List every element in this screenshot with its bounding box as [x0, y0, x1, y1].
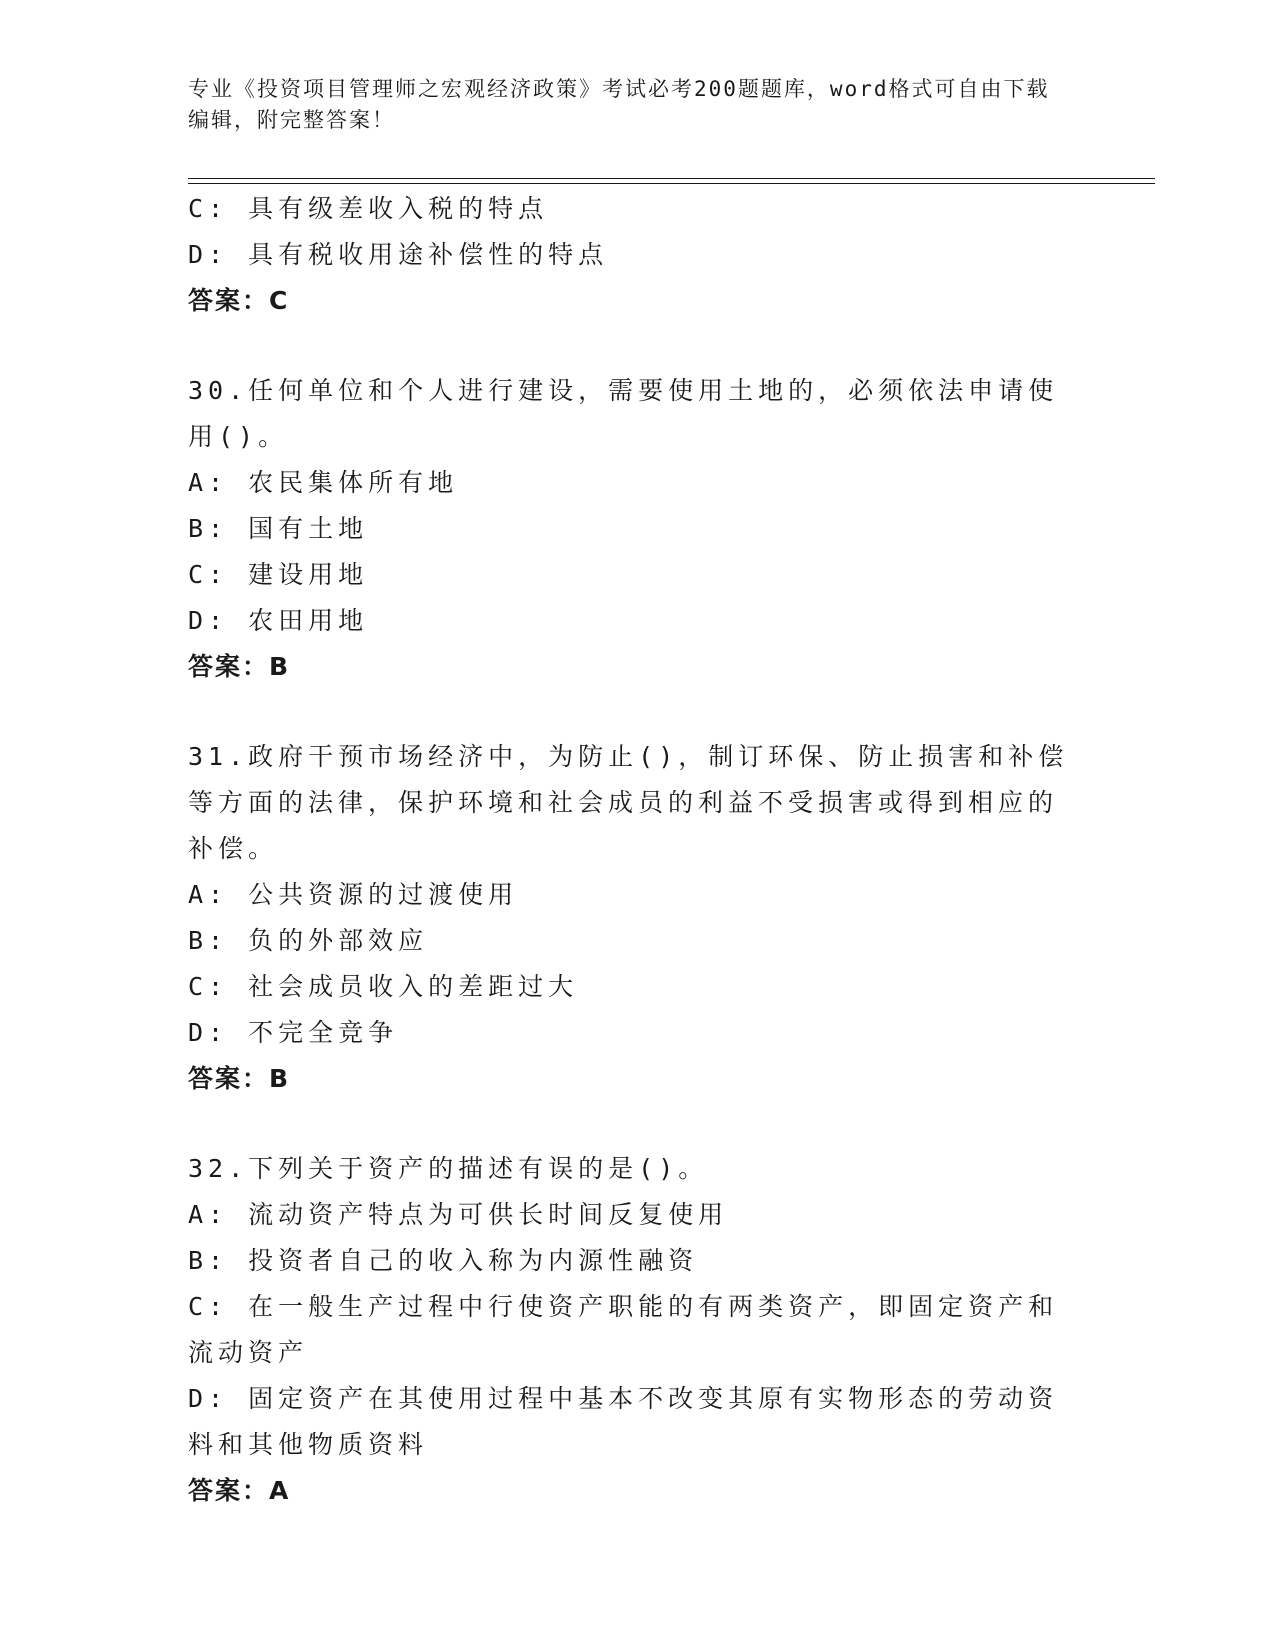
option-b: B: 负的外部效应: [188, 926, 429, 955]
question-text: 32.下列关于资产的描述有误的是()。: [188, 1154, 709, 1183]
question-text: 31.政府干预市场经济中，为防止()，制订环保、防止损害和补偿等方面的法律，保护环境和社会成员的利益不受损害或得到相应的补偿。: [188, 742, 1069, 863]
option-c: C: 社会成员收入的差距过大: [188, 972, 579, 1001]
option-d: D: 农田用地: [188, 606, 369, 635]
option-b: B: 国有土地: [188, 514, 369, 543]
header-rule-top: [188, 178, 1155, 179]
answer: 答案：A: [188, 1476, 291, 1505]
answer: 答案：B: [188, 652, 291, 681]
page-header: 专业《投资项目管理师之宏观经济政策》考试必考200题题库，word格式可自由下载编辑，附完整答案！: [188, 77, 1050, 132]
option-a: A: 流动资产特点为可供长时间反复使用: [188, 1200, 729, 1229]
question-31: [188, 734, 1078, 1102]
option-a: A: 公共资源的过渡使用: [188, 880, 519, 909]
option-c: C: 建设用地: [188, 560, 369, 589]
answer: 答案：B: [188, 1064, 291, 1093]
question-29-continuation: [188, 186, 1078, 324]
option-d: D: 固定资产在其使用过程中基本不改变其原有实物形态的劳动资料和其他物质资料: [188, 1384, 1059, 1459]
question-32: [188, 1146, 1078, 1514]
option-d: D: 具有税收用途补偿性的特点: [188, 240, 609, 269]
option-c: C: 在一般生产过程中行使资产职能的有两类资产，即固定资产和流动资产: [188, 1292, 1059, 1367]
question-text: 30.任何单位和个人进行建设，需要使用土地的，必须依法申请使用()。: [188, 376, 1059, 451]
option-b: B: 投资者自己的收入称为内源性融资: [188, 1246, 699, 1275]
option-c: C: 具有级差收入税的特点: [188, 194, 549, 223]
header-rule-bottom: [188, 183, 1155, 184]
option-a: A: 农民集体所有地: [188, 468, 459, 497]
document-content: [188, 186, 1078, 1514]
question-30: [188, 368, 1078, 690]
answer: 答案：C: [188, 286, 290, 315]
option-d: D: 不完全竞争: [188, 1018, 399, 1047]
